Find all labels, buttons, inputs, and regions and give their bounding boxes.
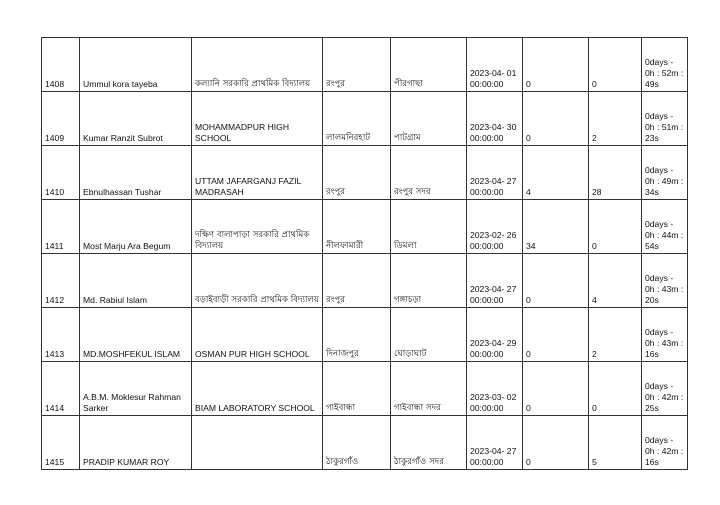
count-a-cell: 0 [523, 416, 589, 470]
date-cell: 2023-04- 30 00:00:00 [467, 92, 523, 146]
upazila-cell: রংপুর সদর [391, 146, 467, 200]
table-row [42, 200, 688, 254]
date-cell: 2023-03- 02 00:00:00 [467, 362, 523, 416]
upazila-cell: ঠাকুরগাঁও সদর [391, 416, 467, 470]
record-id-cell: 1409 [42, 92, 80, 146]
count-b-cell: 0 [589, 200, 642, 254]
district-cell: রংপুর [323, 146, 391, 200]
date-cell: 2023-04- 27 00:00:00 [467, 146, 523, 200]
upazila-cell: ডিমলা [391, 200, 467, 254]
table-row [42, 254, 688, 308]
upazila-cell: গঙ্গাচড়া [391, 254, 467, 308]
record-id-cell: 1414 [42, 362, 80, 416]
table-body [42, 38, 688, 470]
duration-cell: 0days - 0h : 49m : 34s [642, 146, 688, 200]
participant-name-cell: Ebnulhassan Tushar [80, 146, 192, 200]
district-cell: নীলফামারী [323, 200, 391, 254]
record-id-cell: 1410 [42, 146, 80, 200]
table-row [42, 38, 688, 92]
count-a-cell: 0 [523, 92, 589, 146]
count-a-cell: 0 [523, 38, 589, 92]
count-b-cell: 2 [589, 92, 642, 146]
institution-cell: MOHAMMADPUR HIGH SCHOOL [192, 92, 323, 146]
count-a-cell: 0 [523, 362, 589, 416]
institution-cell: BIAM LABORATORY SCHOOL [192, 362, 323, 416]
table-row [42, 362, 688, 416]
duration-cell: 0days - 0h : 52m : 49s [642, 38, 688, 92]
institution-cell [192, 416, 323, 470]
institution-cell: বড়াইবাড়ী সরকারি প্রাথমিক বিদ্যালয় [192, 254, 323, 308]
upazila-cell: পাটগ্রাম [391, 92, 467, 146]
count-a-cell: 34 [523, 200, 589, 254]
count-b-cell: 2 [589, 308, 642, 362]
district-cell: রংপুর [323, 38, 391, 92]
record-id-cell: 1415 [42, 416, 80, 470]
duration-cell: 0days - 0h : 44m : 54s [642, 200, 688, 254]
district-cell: দিনাজপুর [323, 308, 391, 362]
institution-cell: OSMAN PUR HIGH SCHOOL [192, 308, 323, 362]
count-a-cell: 0 [523, 308, 589, 362]
duration-cell: 0days - 0h : 43m : 20s [642, 254, 688, 308]
table-row [42, 92, 688, 146]
upazila-cell: ঘোড়াঘাট [391, 308, 467, 362]
duration-cell: 0days - 0h : 51m : 23s [642, 92, 688, 146]
records-table [41, 37, 688, 470]
duration-cell: 0days - 0h : 43m : 16s [642, 308, 688, 362]
institution-cell: কল্যানি সরকারি প্রাথমিক বিদ্যালয় [192, 38, 323, 92]
district-cell: গাইবান্ধা [323, 362, 391, 416]
date-cell: 2023-04- 27 00:00:00 [467, 416, 523, 470]
count-b-cell: 5 [589, 416, 642, 470]
date-cell: 2023-04- 27 00:00:00 [467, 254, 523, 308]
participant-name-cell: Ummul kora tayeba [80, 38, 192, 92]
duration-cell: 0days - 0h : 42m : 25s [642, 362, 688, 416]
count-b-cell: 0 [589, 362, 642, 416]
participant-name-cell: PRADIP KUMAR ROY [80, 416, 192, 470]
record-id-cell: 1413 [42, 308, 80, 362]
district-cell: লালমনিরহাট [323, 92, 391, 146]
table-row [42, 308, 688, 362]
record-id-cell: 1408 [42, 38, 80, 92]
participant-name-cell: MD.MOSHFEKUL ISLAM [80, 308, 192, 362]
institution-cell: দক্ষিণ বালাপাড়া সরকারি প্রাথমিক বিদ্যালয় [192, 200, 323, 254]
count-a-cell: 0 [523, 254, 589, 308]
upazila-cell: গাইবান্ধা সদর [391, 362, 467, 416]
count-b-cell: 4 [589, 254, 642, 308]
count-a-cell: 4 [523, 146, 589, 200]
count-b-cell: 28 [589, 146, 642, 200]
count-b-cell: 0 [589, 38, 642, 92]
district-cell: ঠাকুরগাঁও [323, 416, 391, 470]
table-row [42, 416, 688, 470]
table-row [42, 146, 688, 200]
participant-name-cell: Md. Rabiul Islam [80, 254, 192, 308]
district-cell: রংপুর [323, 254, 391, 308]
date-cell: 2023-04- 29 00:00:00 [467, 308, 523, 362]
institution-cell: UTTAM JAFARGANJ FAZIL MADRASAH [192, 146, 323, 200]
date-cell: 2023-02- 26 00:00:00 [467, 200, 523, 254]
participant-name-cell: A.B.M. Moklesur Rahman Sarker [80, 362, 192, 416]
upazila-cell: পীরগাছা [391, 38, 467, 92]
duration-cell: 0days - 0h : 42m : 16s [642, 416, 688, 470]
participant-name-cell: Most Marju Ara Begum [80, 200, 192, 254]
participant-name-cell: Kumar Ranzit Subrot [80, 92, 192, 146]
record-id-cell: 1412 [42, 254, 80, 308]
date-cell: 2023-04- 01 00:00:00 [467, 38, 523, 92]
record-id-cell: 1411 [42, 200, 80, 254]
